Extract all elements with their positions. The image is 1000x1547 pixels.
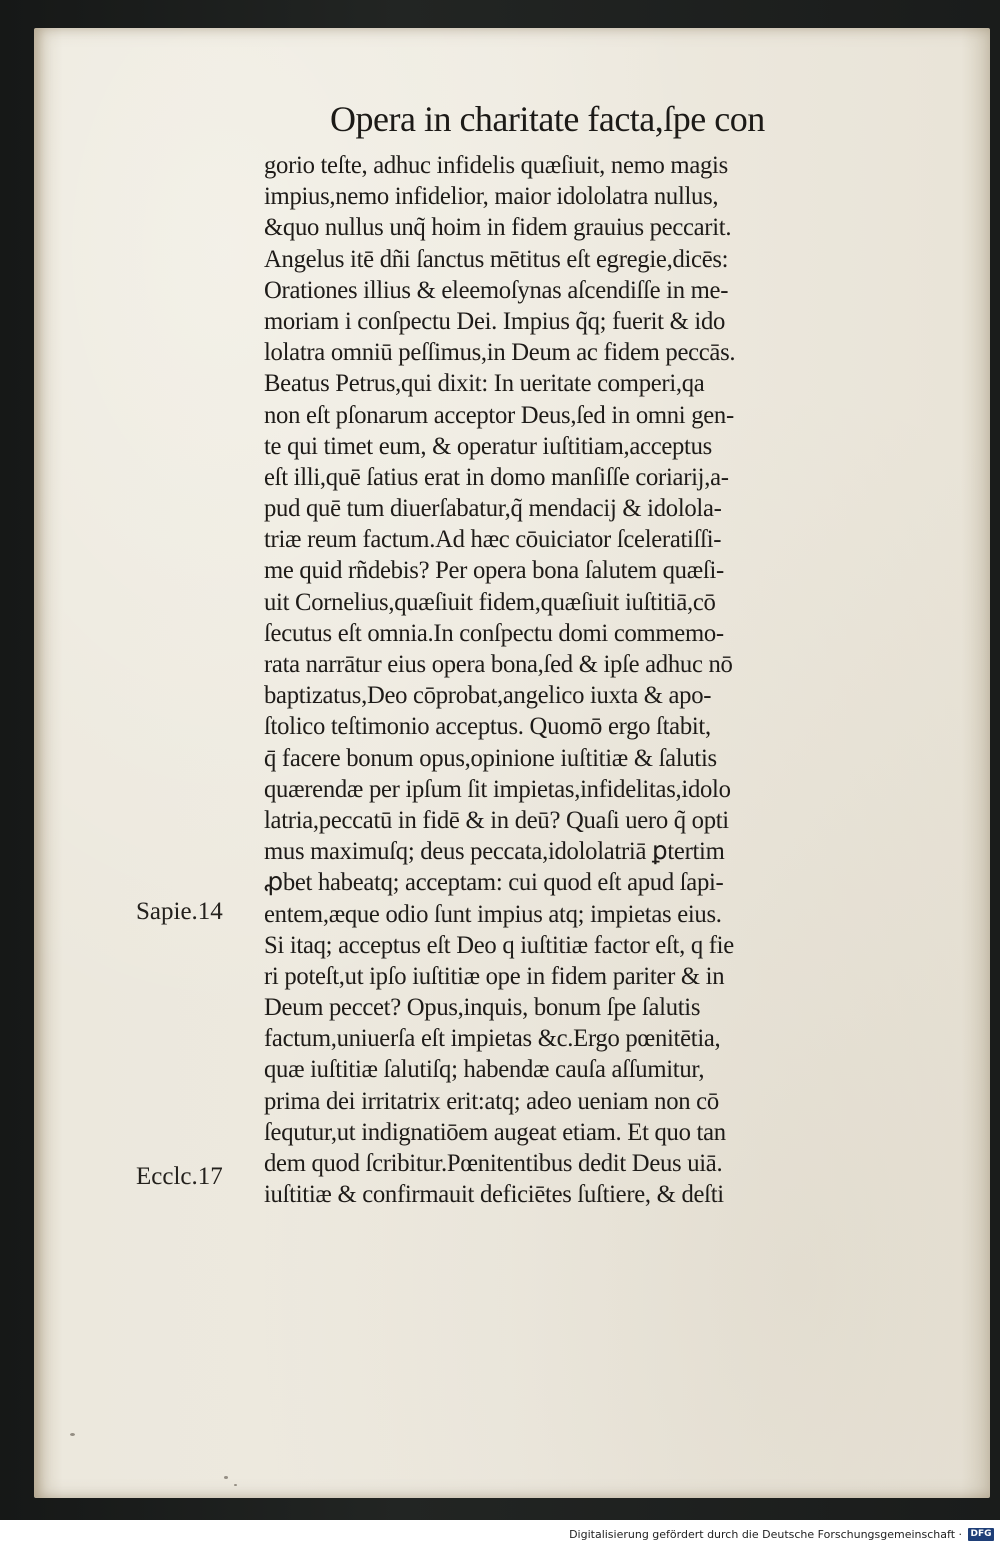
running-head: Opera in charitate facta,ſpe con	[330, 99, 765, 139]
marginal-note-ecclesiasticus: Ecclc.17	[136, 1163, 223, 1190]
text-line: ſecutus eſt omnia.In conſpectu domi commemo-	[264, 619, 724, 647]
body-text	[264, 150, 884, 1210]
dfg-logo: DFG	[968, 1528, 994, 1541]
text-line: uit Cornelius,quæſiuit fidem,quæſiuit iuſtitiā,cō	[264, 588, 716, 616]
text-line: triæ reum factum.Ad hæc cōuiciator ſceleratiſſi-	[264, 526, 722, 554]
text-line: baptizatus,Deo cōprobat,angelico iuxta & apo-	[264, 682, 712, 710]
text-line: Deum peccet? Opus,inquis, bonum ſpe ſalutis	[264, 994, 701, 1022]
text-line: dem quod ſcribitur.Pœnitentibus dedit Deus uiā.	[264, 1150, 723, 1177]
text-line: te qui timet eum, & operatur iuſtitiam,acceptus	[264, 432, 712, 460]
text-line: pud quē tum diuerſabatur,q̃ mendacij & idolola-	[264, 495, 722, 523]
text-line: gorio teſte, adhuc infidelis quæſiuit, nemo magis	[264, 152, 728, 179]
text-line: Angelus itē dñi ſanctus mētitus eſt egregie,dicēs:	[264, 245, 729, 273]
text-line: moriam i conſpectu Dei. Impius q̃q; fuerit & ido	[264, 307, 726, 335]
text-line: eſt illi,quē ſatius erat in domo manſiſſe coriarij,a-	[264, 463, 729, 491]
text-line: q̄ facere bonum opus,opinione iuſtitiæ & ſalutis	[264, 744, 717, 772]
text-line: prima dei irritatrix erit:atq; adeo ueniam non cō	[264, 1087, 719, 1115]
text-line: lolatra omniū peſſimus,in Deum ac fidem peccās.	[264, 339, 736, 367]
text-line: ſequtur,ut indignatiōem augeat etiam. Et quo tan	[264, 1118, 726, 1146]
text-line: factum,uniuerſa eſt impietas &c.Ergo pœnitētia,	[264, 1025, 721, 1053]
paper-blemish	[224, 1476, 228, 1479]
text-line: iuſtitiæ & confirmauit deficiētes ſuſtiere, & deſti	[264, 1181, 724, 1209]
text-line: rata narrātur eius opera bona,ſed & ipſe adhuc nō	[264, 651, 733, 678]
text-line: mus maximuſq; deus peccata,idololatriā ꝑtertim	[264, 838, 725, 866]
paper-blemish	[234, 1484, 237, 1486]
text-line: Orationes illius & eleemoſynas aſcendiſſe in me-	[264, 276, 729, 304]
text-line: quærendæ per ipſum ſit impietas,infidelitas,idolo	[264, 775, 731, 803]
text-line: quæ iuſtitiæ ſalutiſq; habendæ cauſa aſſumitur,	[264, 1056, 705, 1084]
text-line: me quid rñdebis? Per opera bona ſalutem quæſi-	[264, 557, 724, 585]
text-line: Si itaq; acceptus eſt Deo q iuſtitiæ factor eſt, q fie	[264, 931, 734, 959]
text-line: non eſt pſonarum acceptor Deus,ſed in omni gen-	[264, 401, 734, 429]
text-line: Beatus Petrus,qui dixit: In ueritate comperi,qa	[264, 370, 705, 398]
text-line: entem,æque odio ſunt impius atq; impietas eius.	[264, 900, 722, 928]
text-line: impius,nemo infidelior, maior idololatra nullus,	[264, 183, 719, 211]
text-line: ri poteſt,ut ipſo iuſtitiæ ope in fidem pariter & in	[264, 962, 725, 990]
text-line: ſtolico teſtimonio acceptus. Quomō ergo ſtabit,	[264, 713, 711, 741]
footer-credit: Digitalisierung gefördert durch die Deutsche Forschungsgemeinschaft ·	[569, 1528, 962, 1541]
paper-blemish	[70, 1433, 75, 1436]
text-line: latria,peccatū in fidē & in deū? Quaſi uero q̃ opti	[264, 806, 729, 834]
marginal-note-sapientia: Sapie.14	[136, 898, 223, 925]
text-line: ꝓbet habeatq; acceptam: cui quod eſt apud ſapi-	[264, 869, 724, 897]
text-line: &quo nullus unq̃ hoim in fidem grauius peccarit.	[264, 214, 732, 242]
